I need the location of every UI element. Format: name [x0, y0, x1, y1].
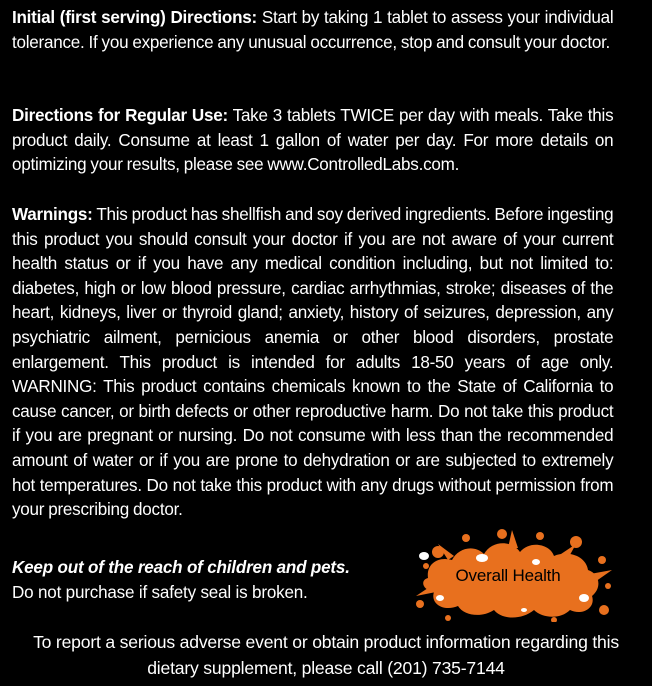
regular-use-heading: Directions for Regular Use:	[12, 105, 228, 125]
badge-label: Overall Health	[455, 566, 561, 585]
regular-use-directions	[12, 103, 613, 177]
initial-directions-text: Start by taking 1 tablet to assess your individual tolerance. If you experience any unusual occurrence, stop and consult your doctor.	[12, 7, 614, 52]
report-line-1: To report a serious adverse event or obtain product information regarding this	[33, 632, 619, 652]
regular-use-text: Take 3 tablets TWICE per day with meals. Take this product daily. Consume at least 1 gallon of water per day. For more details on optimizing your results, please see www.ControlledLabs.com.	[12, 105, 614, 175]
overall-health-badge	[408, 526, 616, 622]
warnings-text: This product has shellfish and soy derived ingredients. Before ingesting this product you should consult your doctor if you are not aware of your current health status or if you have any medical condition including, but not limited to: diabetes, high or low blood pressure, cardiac arrhythmias, stroke; diseases of the heart, kidneys, liver or thyroid gland; anxiety, history of seizures, depression, any psychiatric ailment, pernicious anemia or other blood disorders, prostate enlargement. This product is intended for adults 18-50 years of age only. WARNING: This product contains chemicals known to the State of California to cause cancer, or birth defects or other reproductive harm. Do not take this product if you are pregnant or nursing. Do not consume with less than the recommended amount of water or if you are prone to dehydration or are subjected to extremely hot temperatures. Do not take this product with any drugs without permission from your prescribing doctor.	[12, 204, 614, 520]
initial-directions-heading: Initial (first serving) Directions:	[12, 7, 257, 27]
warnings	[12, 202, 613, 522]
storage-notice	[12, 555, 350, 604]
keep-out-of-reach-text: Keep out of the reach of children and pets.	[12, 557, 350, 577]
adverse-event-notice	[0, 629, 652, 681]
report-line-2: dietary supplement, please call (201) 735-7144	[147, 658, 505, 678]
warnings-heading: Warnings:	[12, 204, 93, 224]
initial-directions	[12, 5, 613, 54]
safety-seal-text: Do not purchase if safety seal is broken.	[12, 581, 308, 602]
